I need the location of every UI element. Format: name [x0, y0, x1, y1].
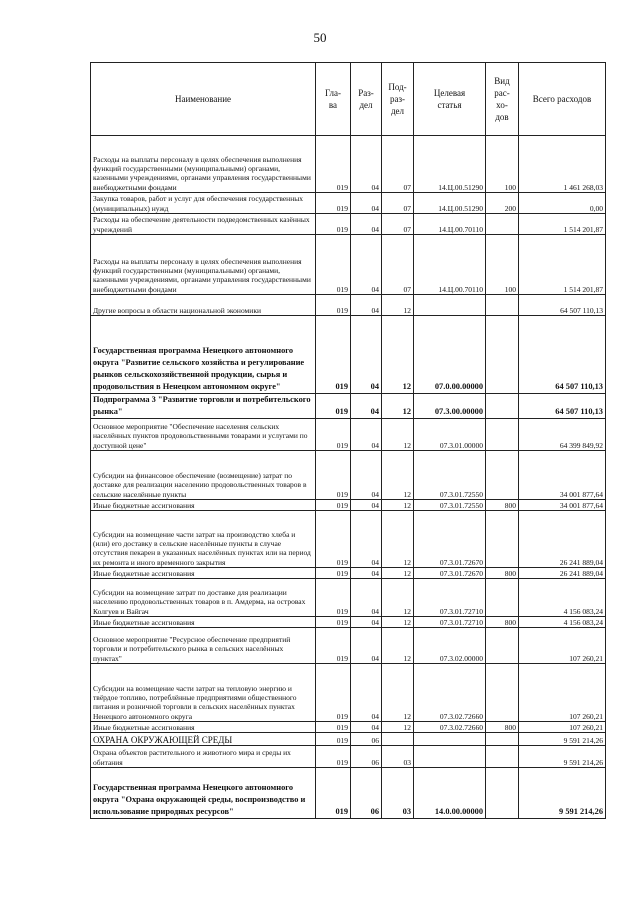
row-chapter: 019: [316, 768, 351, 819]
row-subsection: [382, 733, 414, 746]
row-chapter: 019: [316, 617, 351, 628]
row-total: 64 507 110,13: [519, 316, 606, 394]
row-section: 04: [351, 136, 382, 193]
row-chapter: 019: [316, 568, 351, 579]
row-section: 04: [351, 617, 382, 628]
row-target: 07.3.01.72710: [414, 617, 486, 628]
row-type: 800: [486, 722, 519, 733]
table-row: [91, 568, 606, 579]
row-target: 14.0.00.00000: [414, 768, 486, 819]
row-name: Иные бюджетные ассигнования: [91, 500, 316, 511]
row-total: 1 514 201,87: [519, 214, 606, 235]
table-row: [91, 768, 606, 819]
row-name: Расходы на выплаты персоналу в целях обеспечения выполнения функций государственными (муниципальными) органами, казенными учреждениями, органами управления государственными внебюджетными фондами: [91, 136, 316, 193]
table-row: [91, 628, 606, 664]
row-name: Основное мероприятие "Обеспечение населения сельских населённых пунктов продовольственными товарами и услугами по доступной цене": [91, 419, 316, 451]
table-row: [91, 316, 606, 394]
row-section: 04: [351, 579, 382, 617]
row-subsection: 12: [382, 451, 414, 500]
row-total: 0,00: [519, 193, 606, 214]
row-target: 07.3.01.72550: [414, 500, 486, 511]
row-chapter: 019: [316, 394, 351, 419]
row-subsection: 07: [382, 193, 414, 214]
row-type: 800: [486, 617, 519, 628]
row-section: 04: [351, 568, 382, 579]
row-type: [486, 579, 519, 617]
row-total: 64 507 110,13: [519, 295, 606, 316]
row-type: [486, 746, 519, 768]
row-type: [486, 628, 519, 664]
row-name: Другие вопросы в области национальной экономики: [91, 295, 316, 316]
row-subsection: 03: [382, 746, 414, 768]
table-header: [91, 63, 606, 136]
budget-table: [90, 62, 606, 819]
row-subsection: 12: [382, 617, 414, 628]
header-total: Всего расходов: [519, 63, 606, 136]
header-name: Наименование: [91, 63, 316, 136]
row-chapter: 019: [316, 235, 351, 295]
row-type: [486, 419, 519, 451]
row-chapter: 019: [316, 733, 351, 746]
row-chapter: 019: [316, 316, 351, 394]
table-row: [91, 617, 606, 628]
table-row: [91, 746, 606, 768]
row-total: 26 241 889,04: [519, 511, 606, 568]
table-row: [91, 722, 606, 733]
row-section: 04: [351, 235, 382, 295]
row-total: 9 591 214,26: [519, 746, 606, 768]
row-total: 4 156 083,24: [519, 579, 606, 617]
row-name: Субсидии на возмещение части затрат на тепловую энергию и твёрдое топливо, потреблённые предприятиями общественного питания и розничной торговли в сельских населённых пунктах Ненецкого автономного округа: [91, 664, 316, 722]
header-section: Раз- дел: [351, 63, 382, 136]
row-subsection: 03: [382, 768, 414, 819]
row-total: 4 156 083,24: [519, 617, 606, 628]
row-name: Иные бюджетные ассигнования: [91, 722, 316, 733]
row-type: [486, 733, 519, 746]
row-total: 107 260,21: [519, 722, 606, 733]
row-chapter: 019: [316, 579, 351, 617]
row-name: Субсидии на возмещение затрат по доставке для реализации населению продовольственных товаров в п. Амдерма, на островах Колгуев и Вайгач: [91, 579, 316, 617]
table-row: [91, 451, 606, 500]
row-subsection: 12: [382, 500, 414, 511]
row-total: 9 591 214,26: [519, 733, 606, 746]
table-row: [91, 579, 606, 617]
row-name: Подпрограмма 3 "Развитие торговли и потребительского рынка": [91, 394, 316, 419]
row-section: 04: [351, 316, 382, 394]
row-type: [486, 295, 519, 316]
row-target: [414, 733, 486, 746]
row-subsection: 12: [382, 316, 414, 394]
row-chapter: 019: [316, 419, 351, 451]
table-row: [91, 193, 606, 214]
row-subsection: 12: [382, 511, 414, 568]
row-section: 04: [351, 193, 382, 214]
row-section: 06: [351, 768, 382, 819]
row-target: 07.3.01.72670: [414, 568, 486, 579]
row-type: 100: [486, 136, 519, 193]
row-subsection: 07: [382, 214, 414, 235]
header-target: Целевая статья: [414, 63, 486, 136]
row-chapter: 019: [316, 500, 351, 511]
row-name: Иные бюджетные ассигнования: [91, 617, 316, 628]
row-section: 04: [351, 295, 382, 316]
table-row: [91, 295, 606, 316]
row-total: 34 001 877,64: [519, 500, 606, 511]
row-subsection: 12: [382, 394, 414, 419]
table-row: [91, 394, 606, 419]
row-target: 07.0.00.00000: [414, 316, 486, 394]
table-row: [91, 500, 606, 511]
row-total: 107 260,21: [519, 664, 606, 722]
row-target: 07.3.02.72660: [414, 722, 486, 733]
row-chapter: 019: [316, 722, 351, 733]
row-target: [414, 746, 486, 768]
row-total: 1 461 268,03: [519, 136, 606, 193]
row-type: 800: [486, 500, 519, 511]
row-section: 04: [351, 394, 382, 419]
table-row: [91, 214, 606, 235]
row-subsection: 12: [382, 568, 414, 579]
row-subsection: 07: [382, 235, 414, 295]
table-row: [91, 235, 606, 295]
row-type: 100: [486, 235, 519, 295]
row-total: 1 514 201,87: [519, 235, 606, 295]
table-row: [91, 733, 606, 746]
row-subsection: 12: [382, 722, 414, 733]
row-target: 07.3.00.00000: [414, 394, 486, 419]
row-type: [486, 664, 519, 722]
row-target: 07.3.01.72670: [414, 511, 486, 568]
row-name: Субсидии на финансовое обеспечение (возмещение) затрат по доставке для реализации населению продовольственных товаров в сельские населённые пункты: [91, 451, 316, 500]
row-target: 07.3.01.72550: [414, 451, 486, 500]
row-subsection: 12: [382, 628, 414, 664]
row-chapter: 019: [316, 451, 351, 500]
row-target: 07.3.01.00000: [414, 419, 486, 451]
row-subsection: 12: [382, 419, 414, 451]
row-target: 14.Ц.00.51290: [414, 193, 486, 214]
row-subsection: 12: [382, 579, 414, 617]
row-total: 26 241 889,04: [519, 568, 606, 579]
row-section: 04: [351, 451, 382, 500]
row-chapter: 019: [316, 214, 351, 235]
row-target: 07.3.01.72710: [414, 579, 486, 617]
row-section: 04: [351, 628, 382, 664]
row-section: 06: [351, 746, 382, 768]
row-name: Субсидии на возмещение части затрат на производство хлеба и (или) его доставку в сельские населённые пункты в случае отсутствия пекарен в указанных населённых пунктах или на период их ремонта и иного временного закрытия: [91, 511, 316, 568]
row-type: 800: [486, 568, 519, 579]
row-section: 04: [351, 511, 382, 568]
row-chapter: 019: [316, 136, 351, 193]
row-name: Иные бюджетные ассигнования: [91, 568, 316, 579]
row-target: [414, 295, 486, 316]
row-type: [486, 511, 519, 568]
row-total: 64 399 849,92: [519, 419, 606, 451]
row-type: [486, 394, 519, 419]
row-target: 14.Ц.00.70110: [414, 235, 486, 295]
row-target: 14.Ц.00.70110: [414, 214, 486, 235]
row-section: 04: [351, 500, 382, 511]
table-row: [91, 419, 606, 451]
row-chapter: 019: [316, 295, 351, 316]
row-type: [486, 451, 519, 500]
row-name: Расходы на выплаты персоналу в целях обеспечения выполнения функций государственными (муниципальными) органами, казенными учреждениями, органами управления государственными внебюджетными фондами: [91, 235, 316, 295]
row-name: Охрана объектов растительного и животного мира и среды их обитания: [91, 746, 316, 768]
row-chapter: 019: [316, 628, 351, 664]
page-number: 50: [313, 30, 327, 45]
row-type: [486, 768, 519, 819]
row-section: 04: [351, 664, 382, 722]
row-name: Закупка товаров, работ и услуг для обеспечения государственных (муниципальных) нужд: [91, 193, 316, 214]
table-row: [91, 664, 606, 722]
row-subsection: 07: [382, 136, 414, 193]
row-section: 04: [351, 419, 382, 451]
row-total: 9 591 214,26: [519, 768, 606, 819]
row-type: [486, 316, 519, 394]
row-name: Расходы на обеспечение деятельности подведомственных казённых учреждений: [91, 214, 316, 235]
header-chapter: Гла- ва: [316, 63, 351, 136]
row-section: 04: [351, 214, 382, 235]
row-name: Основное мероприятие "Ресурсное обеспечение предприятий торговли и потребительского рынка в сельских населённых пунктах": [91, 628, 316, 664]
row-chapter: 019: [316, 511, 351, 568]
row-total: 107 260,21: [519, 628, 606, 664]
header-type: Вид рас- хо- дов: [486, 63, 519, 136]
table-row: [91, 511, 606, 568]
row-name: Государственная программа Ненецкого автономного округа "Развитие сельского хозяйства и регулирование рынков сельскохозяйственной продукции, сырья и продовольствия в Ненецком автономном округе": [91, 316, 316, 394]
row-type: [486, 214, 519, 235]
header-subsection: Под- раз- дел: [382, 63, 414, 136]
row-name: ОХРАНА ОКРУЖАЮЩЕЙ СРЕДЫ: [91, 733, 316, 746]
row-subsection: 12: [382, 664, 414, 722]
row-section: 06: [351, 733, 382, 746]
row-target: 07.3.02.72660: [414, 664, 486, 722]
row-chapter: 019: [316, 746, 351, 768]
row-target: 07.3.02.00000: [414, 628, 486, 664]
row-chapter: 019: [316, 193, 351, 214]
row-total: 34 001 877,64: [519, 451, 606, 500]
row-chapter: 019: [316, 664, 351, 722]
row-name: Государственная программа Ненецкого автономного округа "Охрана окружающей среды, воспроизводство и использование природных ресурсов": [91, 768, 316, 819]
table-row: [91, 136, 606, 193]
row-subsection: 12: [382, 295, 414, 316]
row-type: 200: [486, 193, 519, 214]
row-target: 14.Ц.00.51290: [414, 136, 486, 193]
row-section: 04: [351, 722, 382, 733]
row-total: 64 507 110,13: [519, 394, 606, 419]
